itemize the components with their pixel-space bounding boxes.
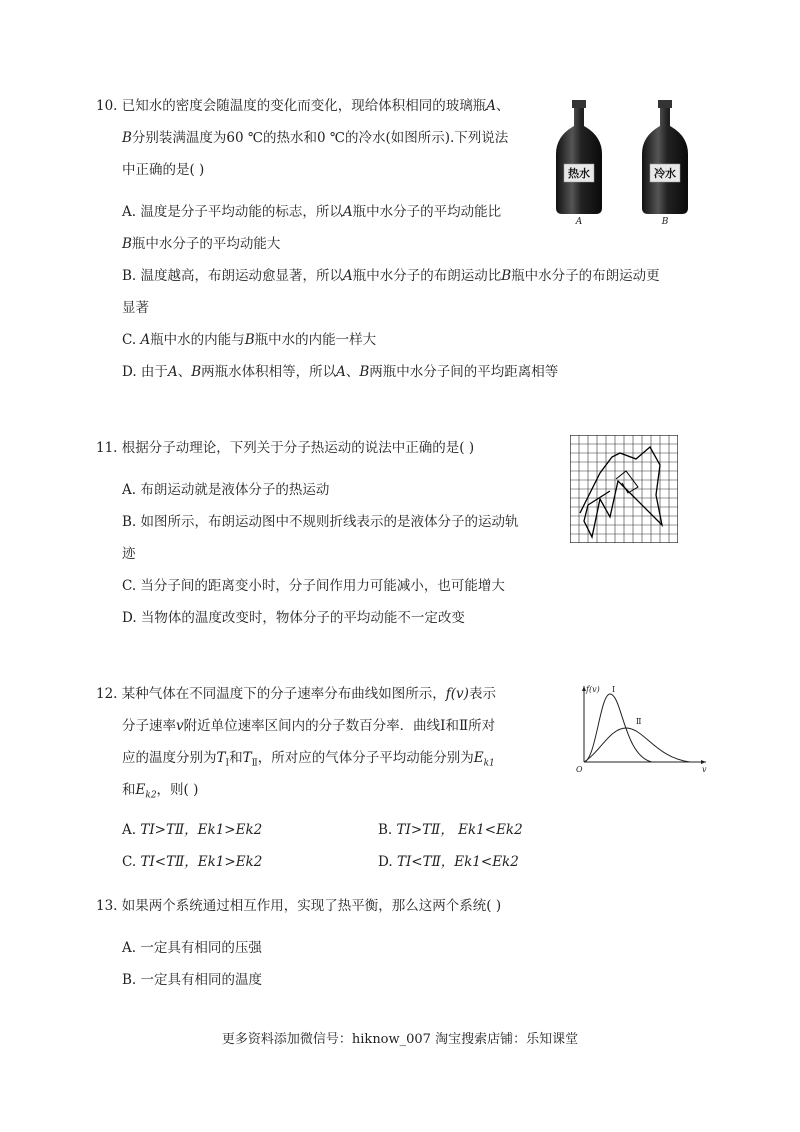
q12-line1: 12. 某种气体在不同温度下的分子速率分布曲线如图所示，f(v)表示 xyxy=(96,686,496,702)
q12-option-b: B. TⅠ>TⅡ， Ek1<Ek2 xyxy=(378,822,523,838)
q13-option-a: A. 一定具有相同的压强 xyxy=(122,940,262,956)
q13-stem: 13. 如果两个系统通过相互作用，实现了热平衡，那么这两个系统( ) xyxy=(96,898,502,914)
bottle-a xyxy=(556,100,602,226)
bottles-figure xyxy=(552,96,712,226)
q10-option-a-line1: A. 温度是分子平均动能的标志，所以A瓶中水分子的平均动能比 xyxy=(122,204,502,220)
curve-1 xyxy=(584,694,652,762)
fig-xlabel: v xyxy=(702,765,707,774)
bottle-a-label: 热水 xyxy=(568,167,590,180)
q11-option-d: D. 当物体的温度改变时，物体分子的平均动能不一定改变 xyxy=(122,610,465,626)
q10-line2: B分别装满温度为60 ℃的热水和0 ℃的冷水(如图所示).下列说法 xyxy=(122,130,509,146)
q12-option-a: A. TⅠ>TⅡ，Ek1>Ek2 xyxy=(122,822,263,838)
curve-2 xyxy=(584,728,690,762)
bottle-b-label: 冷水 xyxy=(654,167,676,180)
q11-stem: 11. 根据分子动理论，下列关于分子热运动的说法中正确的是( ) xyxy=(96,440,475,456)
fig-curve1-label: Ⅰ xyxy=(612,685,616,694)
q12-line4: 和$E_{k2}$，则( ) xyxy=(122,782,199,801)
q11-option-c: C. 当分子间的距离变小时，分子间作用力可能减小，也可能增大 xyxy=(122,578,505,594)
q10-option-a-line2: B瓶中水分子的平均动能大 xyxy=(122,236,281,252)
q11-option-b-line1: B. 如图所示，布朗运动图中不规则折线表示的是液体分子的运动轨 xyxy=(122,514,519,530)
bottle-b xyxy=(642,100,688,226)
q12-line2: 分子速率v附近单位速率区间内的分子数百分率．曲线Ⅰ和Ⅱ所对 xyxy=(122,718,496,734)
q10-option-c: C. A瓶中水的内能与B瓶中水的内能一样大 xyxy=(122,332,377,348)
fig-origin: O xyxy=(576,765,583,774)
q11-option-a: A. 布朗运动就是液体分子的热运动 xyxy=(122,482,330,498)
bottle-b-letter: B xyxy=(661,217,669,226)
q10-option-b-line2: 显著 xyxy=(122,300,149,316)
q13-option-b: B. 一定具有相同的温度 xyxy=(122,972,263,988)
q10-line3: 中正确的是( ) xyxy=(122,162,205,178)
brownian-grid-figure xyxy=(570,435,678,543)
page-footer: 更多资料添加微信号：hiknow_007 淘宝搜索店铺：乐知课堂 xyxy=(221,1032,579,1047)
fig-ylabel: f(v) xyxy=(586,685,600,694)
q10-option-d: D. 由于A、B两瓶水体积相等，所以A、B两瓶中水分子间的平均距离相等 xyxy=(122,364,559,380)
q12-option-c: C. TⅠ<TⅡ，Ek1>Ek2 xyxy=(122,854,263,870)
q12-line3: 应的温度分别为$T_Ⅰ$和$T_Ⅱ$，所对应的气体分子平均动能分别为$E_{k1}$ xyxy=(122,750,495,769)
q11-option-b-line2: 迹 xyxy=(122,546,136,562)
q10-line1: 10. 已知水的密度会随温度的变化而变化，现给体积相同的玻璃瓶A、 xyxy=(96,98,510,114)
bottle-a-letter: A xyxy=(575,217,583,226)
fig-curve2-label: Ⅱ xyxy=(636,717,642,726)
q10-option-b-line1: B. 温度越高，布朗运动愈显著，所以A瓶中水分子的布朗运动比B瓶中水分子的布朗运动更 xyxy=(122,268,660,284)
q12-option-d: D. TⅠ<TⅡ，Ek1<Ek2 xyxy=(378,854,519,870)
speed-distribution-figure xyxy=(570,682,710,774)
